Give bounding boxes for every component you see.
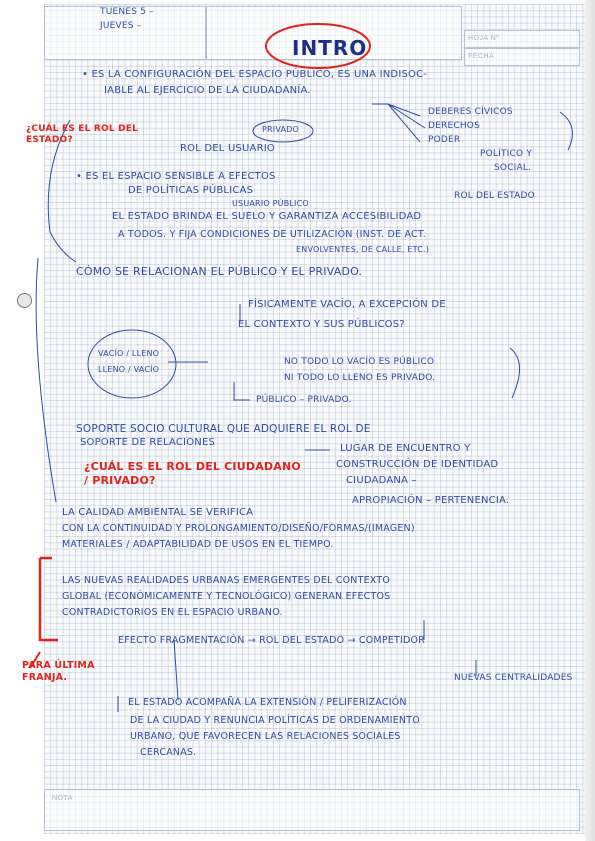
line-10: EL CONTEXTO Y SUS PÚBLICOS? [238,319,405,330]
line-18: CIUDADANA – [346,475,417,486]
line-1: • ES LA CONFIGURACIÓN DEL ESPACIO PÚBLICO, ES UNA INDISOC- [82,69,428,80]
top-note-1: TUENES 5 – [100,7,154,17]
line-13: PÚBLICO – PRIVADO. [256,395,352,405]
usuario-publico: USUARIO PÚBLICO [232,199,309,208]
line-5: EL ESTADO BRINDA EL SUELO Y GARANTIZA ACCESIBILIDAD [112,211,422,222]
red-side-note: PARA ÚLTIMA FRANJA. [22,660,95,683]
hoja-label: HOJA Nº [468,35,500,42]
line-20: LA CALIDAD AMBIENTAL SE VERIFICA [62,507,254,518]
rol-usuario: ROL DEL USUARIO [180,143,275,154]
line-12: NI TODO LO LLENO ES PRIVADO. [284,373,436,383]
fecha-label: FECHA [468,53,495,60]
line-24: GLOBAL (ECONÓMICAMENTE Y TECNOLÓGICO) GENERAN EFECTOS [62,591,391,602]
line-31: CERCANAS. [140,747,197,758]
line-16: LUGAR DE ENCUENTRO Y [340,443,471,454]
line-25: CONTRADICTORIOS EN EL ESPACIO URBANO. [62,607,283,618]
red-question-1: ¿CUÁL ES EL ROL DEL ESTADO? [26,124,139,145]
nota-label: NOTA [52,795,73,802]
line-6: A TODOS. Y FIJA CONDICIONES DE UTILIZACIÓN (INST. DE ACT. [118,229,426,240]
line-29: DE LA CIUDAD Y RENUNCIA POLÍTICAS DE ORDENAMIENTO [130,715,420,726]
line-14: SOPORTE SOCIO CULTURAL QUE ADQUIERE EL ROL DE [76,423,371,435]
arrow-item-2: DERECHOS [428,121,481,131]
line-23: LAS NUEVAS REALIDADES URBANAS EMERGENTES DEL CONTEXTO [62,575,391,586]
vacio-lleno: VACÍO / LLENO [98,349,160,358]
top-note-2: JUEVES – [100,21,142,31]
line-9: FÍSICAMENTE VACÍO, A EXCEPCIÓN DE [248,299,446,310]
arrow-item-1: DEBERES CÍVICOS [428,107,513,117]
politico-label: POLÍTICO Y [480,149,533,159]
line-19: APROPIACIÓN – PERTENENCIA. [352,495,510,506]
line-26: EFECTO FRAGMENTACIÓN → ROL DEL ESTADO → COMPETIDOR [118,635,425,646]
line-8: CÓMO SE RELACIONAN EL PÚBLICO Y EL PRIVADO. [76,265,363,278]
line-30: URBANO, QUE FAVORECEN LAS RELACIONES SOCIALES [130,731,401,742]
red-question-2: ¿CUÁL ES EL ROL DEL CIUDADANO / PRIVADO? [84,460,301,488]
social-label: SOCIAL. [494,163,532,173]
line-22: MATERIALES / ADAPTABILIDAD DE USOS EN EL TIEMPO. [62,539,334,550]
page-title: INTRO [292,36,368,60]
line-3: • ES EL ESPACIO SENSIBLE A EFECTOS [76,171,276,182]
arrow-item-3: PODER [428,135,461,145]
line-11: NO TODO LO VACÍO ES PÚBLICO [284,357,435,367]
line-4: DE POLÍTICAS PÚBLICAS [128,185,254,196]
line-28: EL ESTADO ACOMPAÑA LA EXTENSIÓN / PELIFERIZACIÓN [128,697,407,708]
line-21: CON LA CONTINUIDAD Y PROLONGAMIENTO/DISEÑO/FORMAS/(IMAGEN) [62,523,415,534]
line-15: SOPORTE DE RELACIONES [80,437,216,448]
rol-estado: ROL DEL ESTADO [454,191,535,201]
privado-bubble: PRIVADO [262,125,300,134]
line-2: IABLE AL EJERCICIO DE LA CIUDADANÍA. [104,85,311,96]
line-17: CONSTRUCCIÓN DE IDENTIDAD [336,459,499,470]
lleno-vacio: LLENO / VACÍO [98,365,160,374]
line-27: NUEVAS CENTRALIDADES [454,673,573,683]
line-7: ENVOLVENTES, DE CALLE, ETC.) [296,245,430,254]
